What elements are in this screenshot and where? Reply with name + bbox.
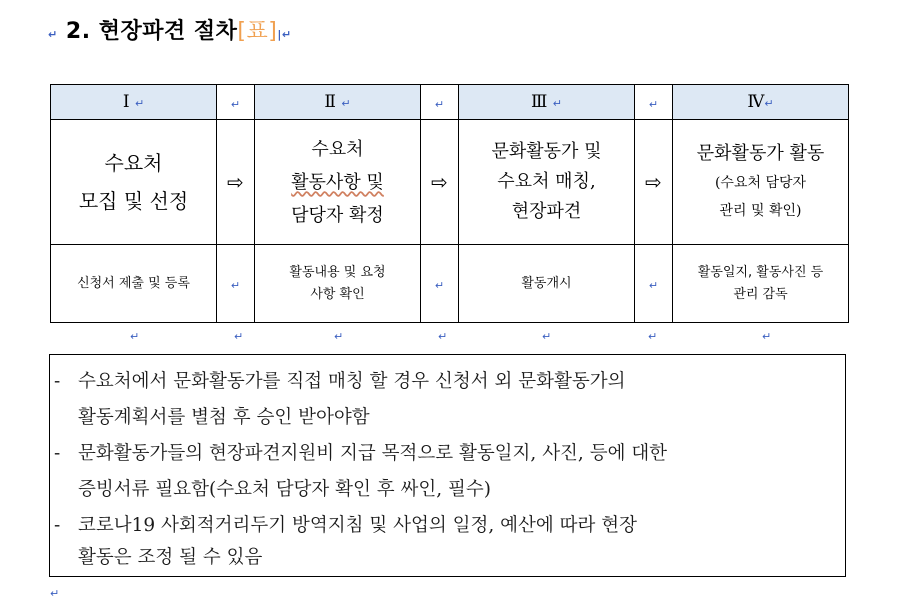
stage-3-main bbox=[459, 120, 635, 245]
stage-4-main bbox=[673, 120, 849, 245]
arrow-2 bbox=[421, 120, 459, 245]
note-1-bullet: - bbox=[54, 371, 61, 392]
right-arrow-icon: ⇨ bbox=[645, 170, 662, 194]
gap-1-header: ↵ bbox=[217, 85, 255, 120]
section-number: 2. bbox=[65, 19, 91, 44]
table-word: 표 bbox=[246, 19, 269, 44]
stage-4-line-1: 문화활동가 활동 bbox=[696, 143, 825, 164]
return-mark: ↵ bbox=[542, 330, 552, 343]
note-3-line-1: - 코로나19 사회적거리두기 방역지침 및 사업의 일정, 예산에 따라 현장 bbox=[54, 515, 637, 536]
gap-2-header: ↵ bbox=[421, 85, 459, 120]
stage-2-detail bbox=[255, 245, 421, 323]
return-mark: ↵ bbox=[130, 330, 140, 343]
arrow-3 bbox=[635, 120, 673, 245]
stage-1-line-2: 모집 및 선정 bbox=[78, 189, 189, 213]
end-paragraph-mark: ↵ bbox=[50, 587, 60, 600]
right-arrow-icon: ⇨ bbox=[227, 170, 244, 194]
bracket-open: [ bbox=[237, 19, 247, 44]
stage-4-line-2: (수요처 담당자 bbox=[714, 175, 807, 191]
stage-4-header: Ⅳ↵ bbox=[673, 85, 849, 120]
arrow-1 bbox=[217, 120, 255, 245]
right-arrow-icon: ⇨ bbox=[431, 170, 448, 194]
return-mark: ↵ bbox=[234, 330, 244, 343]
tab-mark: ↵ bbox=[48, 28, 58, 41]
return-mark: ↵ bbox=[438, 330, 448, 343]
bracket-close: ] bbox=[268, 19, 278, 44]
notes-box bbox=[49, 354, 846, 577]
stage-3-detail bbox=[459, 245, 635, 323]
stage-1-detail bbox=[51, 245, 217, 323]
stage-2-line-1: 수요처 bbox=[311, 138, 364, 160]
return-mark: ↵ bbox=[762, 330, 772, 343]
cursor-mark: |↵ bbox=[277, 28, 292, 41]
section-title: 현장파견 절차 bbox=[98, 19, 238, 44]
stage-4-detail bbox=[673, 245, 849, 323]
stage-4-line-3: 관리 및 확인) bbox=[719, 203, 802, 219]
return-mark: ↵ bbox=[648, 330, 658, 343]
gap-2-detail: ↵ bbox=[421, 245, 459, 323]
stage-2-header: Ⅱ ↵ bbox=[255, 85, 421, 120]
stage-2-line-2: 활동사항 및 bbox=[291, 171, 384, 193]
note-2-bullet: - bbox=[54, 443, 61, 464]
stage-2-main bbox=[255, 120, 421, 245]
note-1-line-2: 활동계획서를 별첨 후 승인 받아야함 bbox=[78, 407, 370, 428]
stage-3-detail-line-1: 활동개시 bbox=[521, 275, 572, 291]
return-mark: ↵ bbox=[334, 330, 344, 343]
stage-2-detail-line-1: 활동내용 및 요청 bbox=[289, 264, 386, 280]
stage-3-header: Ⅲ ↵ bbox=[459, 85, 635, 120]
paragraph-marks-row bbox=[0, 330, 899, 348]
stage-1-header: Ⅰ ↵ bbox=[51, 85, 217, 120]
stage-4-detail-line-1: 활동일지, 활동사진 등 bbox=[697, 264, 824, 280]
stage-2-detail-line-2: 사항 확인 bbox=[310, 286, 365, 302]
stage-3-line-2: 수요처 매칭, bbox=[497, 171, 596, 192]
stage-1-detail-line-1: 신청서 제출 및 등록 bbox=[77, 275, 190, 291]
note-2-line-1: - 문화활동가들의 현장파견지원비 지급 목적으로 활동일지, 사진, 등에 대한 bbox=[54, 443, 668, 464]
section-heading bbox=[48, 14, 292, 45]
stage-3-line-3: 현장파견 bbox=[511, 201, 582, 222]
stage-4-detail-line-2: 관리 감독 bbox=[733, 286, 788, 302]
gap-1-detail: ↵ bbox=[217, 245, 255, 323]
stage-2-line-3: 담당자 확정 bbox=[291, 204, 384, 226]
note-1-line-1: - 수요처에서 문화활동가를 직접 매칭 할 경우 신청서 외 문화활동가의 bbox=[54, 371, 626, 392]
note-3-line-2: 활동은 조정 될 수 있음 bbox=[78, 547, 263, 568]
stage-1-line-1: 수요처 bbox=[104, 151, 163, 175]
gap-3-header: ↵ bbox=[635, 85, 673, 120]
stage-1-main bbox=[51, 120, 217, 245]
stage-3-line-1: 문화활동가 및 bbox=[491, 141, 602, 162]
gap-3-detail: ↵ bbox=[635, 245, 673, 323]
note-3-bullet: - bbox=[54, 515, 61, 536]
note-2-line-2: 증빙서류 필요함(수요처 담당자 확인 후 싸인, 필수) bbox=[78, 479, 492, 500]
procedure-flow-table bbox=[50, 84, 849, 323]
